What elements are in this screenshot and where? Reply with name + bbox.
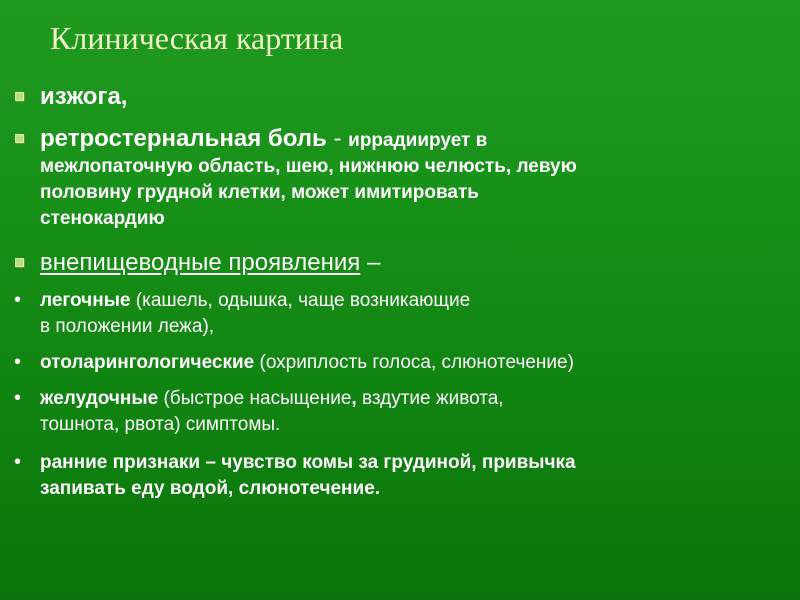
item-text: (кашель, одышка, чаще возникающие: [130, 290, 471, 311]
square-bullet-icon: [15, 92, 24, 101]
item-text: –: [360, 249, 381, 276]
item-lead: ретростернальная боль: [40, 125, 327, 152]
list-item-ent: [12, 350, 797, 376]
item-text: изжога,: [40, 83, 128, 110]
list-item-gastric: [12, 386, 797, 438]
dot-bullet-icon: •: [14, 289, 22, 311]
item-bold: желудочные: [40, 388, 159, 409]
item-text: вздутие живота,: [356, 388, 504, 409]
item-lead: внепищеводные проявления: [40, 249, 361, 276]
slide-title: Клиническая картина: [50, 20, 344, 56]
list-item-early-signs: [12, 450, 797, 502]
square-bullet-icon: [15, 134, 24, 143]
bullet-list: [12, 78, 797, 502]
list-item-retrosternal-pain: [12, 124, 797, 232]
list-item-heartburn: [12, 82, 797, 112]
item-text-line: стенокардию: [40, 208, 165, 229]
item-bold: легочные: [40, 290, 131, 311]
list-item-pulmonary: [12, 288, 797, 340]
item-text-line: ранние признаки – чувство комы за грудиной, привычка: [40, 452, 576, 473]
item-text: иррадиирует в: [348, 130, 488, 151]
item-text-line: запивать еду водой, слюнотечение.: [40, 478, 381, 499]
item-text-line: половину грудной клетки, может имитировать: [40, 182, 479, 203]
dot-bullet-icon: •: [14, 351, 22, 373]
dot-bullet-icon: •: [14, 451, 22, 473]
item-text-line: в положении лежа),: [40, 316, 215, 337]
item-text-line: тошнота, рвота) симптомы.: [40, 414, 281, 435]
dot-bullet-icon: •: [14, 387, 22, 409]
item-dash: -: [326, 125, 349, 152]
square-bullet-icon: [15, 258, 24, 267]
item-text-line: межлопаточную область, шею, нижнюю челюсть, левую: [40, 156, 577, 177]
item-bold: отоларингологические: [40, 352, 255, 373]
item-text: (охриплость голоса, слюнотечение): [254, 352, 574, 373]
item-comma: ,: [351, 388, 357, 409]
list-item-extraesophageal: [12, 248, 797, 278]
item-text: (быстрое насыщение: [158, 388, 352, 409]
